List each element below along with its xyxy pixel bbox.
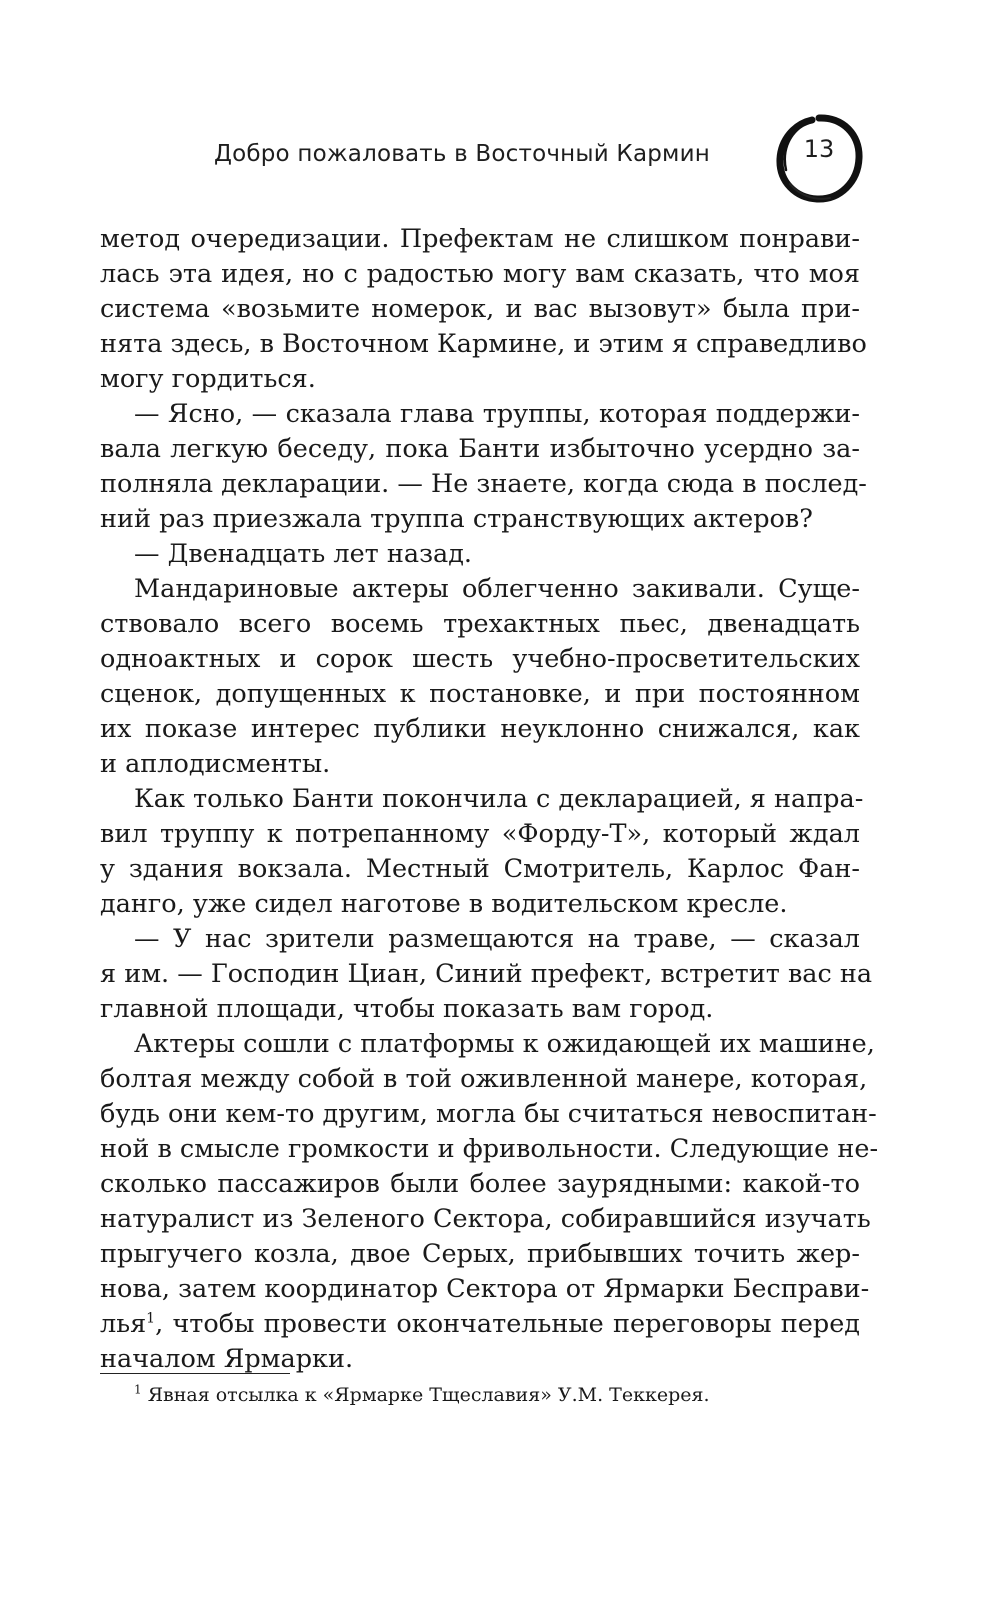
paragraph [100, 397, 867, 537]
text-line: — Ясно, — сказала глава труппы, которая поддержи- [134, 399, 860, 429]
text-line: натуралист из Зеленого Сектора, собиравшийся изучать [100, 1204, 871, 1234]
text-line: Как только Банти покончила с декларацией, я напра- [134, 784, 864, 814]
text-line: лья$^1$, чтобы провести окончательные переговоры перед [100, 1309, 860, 1339]
paragraph [100, 922, 873, 1027]
paragraph [100, 222, 867, 397]
text-line: вил труппу к потрепанному «Форду-Т», который ждал [100, 819, 860, 849]
text-line: — Двенадцать лет назад. [134, 539, 472, 569]
text-line: сценок, допущенных к постановке, и при постоянном [100, 679, 860, 709]
paragraph [100, 537, 860, 572]
paragraph [100, 1027, 879, 1377]
text-line: полняла декларации. — Не знаете, когда сюда в послед- [100, 469, 867, 499]
text-line: болтая между собой в той оживленной манере, которая, [100, 1064, 868, 1094]
text-line: лась эта идея, но с радостью могу вам сказать, что моя [100, 259, 860, 289]
text-line: ний раз приезжала труппа странствующих актеров? [100, 504, 813, 534]
text-line: вала легкую беседу, пока Банти избыточно усердно за- [100, 434, 860, 464]
text-line: сколько пассажиров были более заурядными: какой-то [100, 1169, 860, 1199]
text-line: и аплодисменты. [100, 749, 331, 779]
footnote-divider [100, 1373, 290, 1374]
text-line: нята здесь, в Восточном Кармине, и этим я справедливо [100, 329, 867, 359]
text-line: будь они кем-то другим, могла бы считаться невоспитан- [100, 1099, 877, 1129]
text-line: я им. — Господин Циан, Синий префект, встретит вас на [100, 959, 873, 989]
paragraph [100, 572, 860, 782]
text-line: Мандариновые актеры облегченно закивали. Суще- [134, 574, 860, 604]
text-line: система «возьмите номерок, и вас вызовут» была при- [100, 294, 860, 324]
text-line: Актеры сошли с платформы к ожидающей их машине, [134, 1029, 875, 1059]
footnote [134, 1381, 860, 1409]
footnote-marker: 1 [134, 1382, 142, 1397]
text-line: нова, затем координатор Сектора от Ярмарки Бесправи- [100, 1274, 870, 1304]
text-line: одноактных и сорок шесть учебно-просветительских [100, 644, 860, 674]
text-line: данго, уже сидел наготове в водительском кресле. [100, 889, 788, 919]
text-line: могу гордиться. [100, 364, 316, 394]
running-head [0, 112, 1000, 202]
text-line: главной площади, чтобы показать вам город. [100, 994, 714, 1024]
footnote-text: Явная отсылка к «Ярмарке Тщеславия» У.М. Теккерея. [147, 1384, 710, 1406]
text-line: — У нас зрители размещаются на траве, — сказал [134, 924, 860, 954]
text-line: ствовало всего восемь трехактных пьес, двенадцать [100, 609, 860, 639]
body-text [100, 222, 879, 1377]
text-line: их показе интерес публики неуклонно снижался, как [100, 714, 860, 744]
paragraph [100, 782, 864, 922]
text-line: ной в смысле громкости и фривольности. Следующие не- [100, 1134, 879, 1164]
running-title: Добро пожаловать в Восточный Кармин [213, 141, 710, 167]
text-line: прыгучего козла, двое Серых, прибывших точить жер- [100, 1239, 860, 1269]
text-line: у здания вокзала. Местный Смотритель, Карлос Фан- [100, 854, 860, 884]
page-number: 13 [803, 135, 835, 163]
footnote-reference[interactable]: 1 [146, 1310, 156, 1327]
text-line: началом Ярмарки. [100, 1344, 354, 1374]
text-line: метод очередизации. Префектам не слишком понрави- [100, 224, 860, 254]
